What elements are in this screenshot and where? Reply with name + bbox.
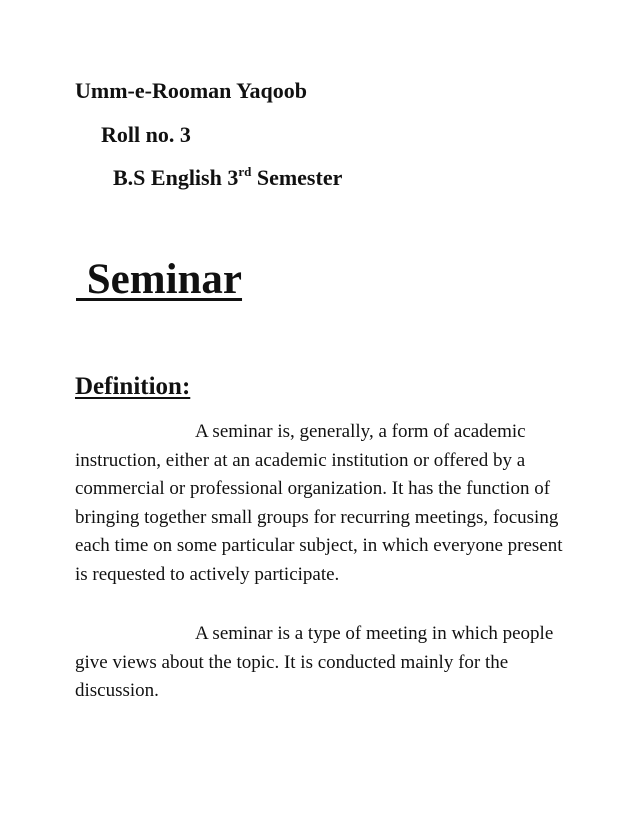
roll-number: Roll no. 3: [101, 122, 191, 147]
program-superscript: rd: [238, 163, 252, 179]
paragraph: A seminar is, generally, a form of academic instruction, either at an academic institution or offered by a commercial or professional organization. It has the function of bringing together small groups for recurring meetings, focusing each time on some particular subject, in which everyone present is requested to actively participate.: [75, 421, 563, 585]
section-heading: Definition:: [75, 373, 191, 400]
document-title: Seminar: [76, 256, 243, 303]
author-name: Umm-e-Rooman Yaqoob: [75, 78, 308, 103]
paragraph: A seminar is a type of meeting in which people give views about the topic. It is conducted mainly for the discussion.: [75, 623, 554, 701]
program-suffix: Semester: [251, 165, 343, 190]
program-semester: [113, 165, 342, 191]
program-prefix: B.S English 3: [113, 165, 239, 190]
